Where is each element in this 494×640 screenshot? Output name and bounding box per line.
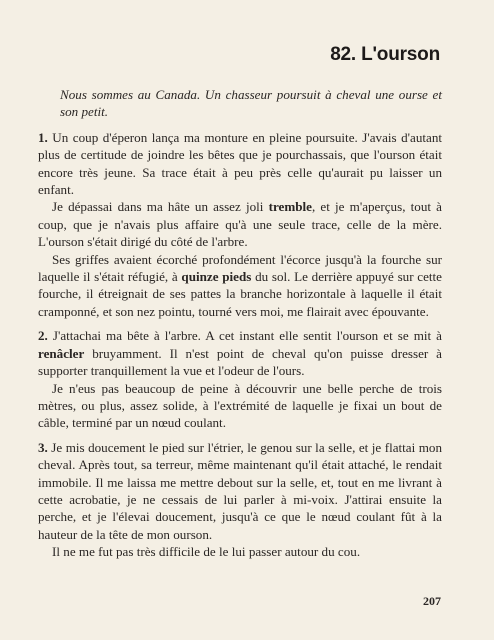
body-text <box>38 86 442 561</box>
paragraph-7 <box>38 543 442 560</box>
section-number: 2. <box>38 328 48 344</box>
paragraph-text: Ses griffes avaient écorché profondément l'écorce jusqu'à la fourche sur laquelle il s'était réfugié, à <box>38 251 442 285</box>
paragraph-text: Je n'eus pas beaucoup de peine à découvrir une belle perche de trois mètres, ou plus, assez solide, à l'extrémité de laquelle je fixai un bout de câble, terminé par un nœud coulant. <box>38 380 442 431</box>
paragraph-3 <box>38 251 442 321</box>
paragraph-text: Je dépassai dans ma hâte un assez joli <box>52 199 269 215</box>
paragraph-text: bruyamment. Il n'est point de cheval qu'on puisse dresser à supporter tranquillement la vue et l'odeur de l'ours. <box>38 345 442 379</box>
paragraph-text: Il ne me fut pas très difficile de le lui passer autour du cou. <box>52 544 361 560</box>
intro-text: Nous sommes au Canada. Un chasseur poursuit à cheval une ourse et son petit. <box>60 87 442 120</box>
paragraph-1 <box>38 129 442 199</box>
paragraph-text: , et je m'aperçus, tout à coup, que je n'avais plus affaire qu'à une seule trace, celle de la mère. L'ourson s'était dirigé du côté de l'arbre. <box>38 199 442 250</box>
bold-word: tremble <box>268 199 312 215</box>
paragraph-text: J'attachai ma bête à l'arbre. A cet instant elle sentit l'ourson et se mit à <box>47 328 442 344</box>
bold-word: quinze pieds <box>181 269 252 285</box>
page-number: 207 <box>423 594 441 608</box>
paragraph-4 <box>38 327 442 379</box>
section-number: 3. <box>38 439 48 455</box>
paragraph-text: du sol. Le derrière appuyé sur cette fourche, il étreignait de ses pattes la branche horizontale à laquelle il était cramponné, et son nez pointu, tourné vers moi, me flairait avec épouvante. <box>38 269 442 319</box>
paragraph-text: Je mis doucement le pied sur l'étrier, le genou sur la selle, et je flattai mon cheval. Après tout, sa terreur, même maintenant qu'il était attaché, le rendait immobile. Il me laissa me mettre debout sur la selle, et, tout en me livrant à cette acrobatie, je ne cessais de lui parler à mi-voix. J'attirai ensuite la perche, et je l'élevai doucement, jusqu'à ce que le nœud coulant fût à la hauteur de la tête de mon ourson. <box>38 439 442 542</box>
paragraph-6 <box>38 439 442 543</box>
bold-word: renâcler <box>38 345 85 361</box>
chapter-title: 82. L'ourson <box>330 44 440 65</box>
paragraph-2 <box>38 198 442 250</box>
section-number: 1. <box>38 129 48 145</box>
paragraph-text: Un coup d'éperon lança ma monture en pleine poursuite. J'avais d'autant plus de certitude de joindre les bêtes que je pourchassais, que l'ourson était encore très jeune. Sa trace était à peu près celle qu'aurait pu laisser un enfant. <box>38 129 442 198</box>
paragraph-5 <box>38 380 442 432</box>
